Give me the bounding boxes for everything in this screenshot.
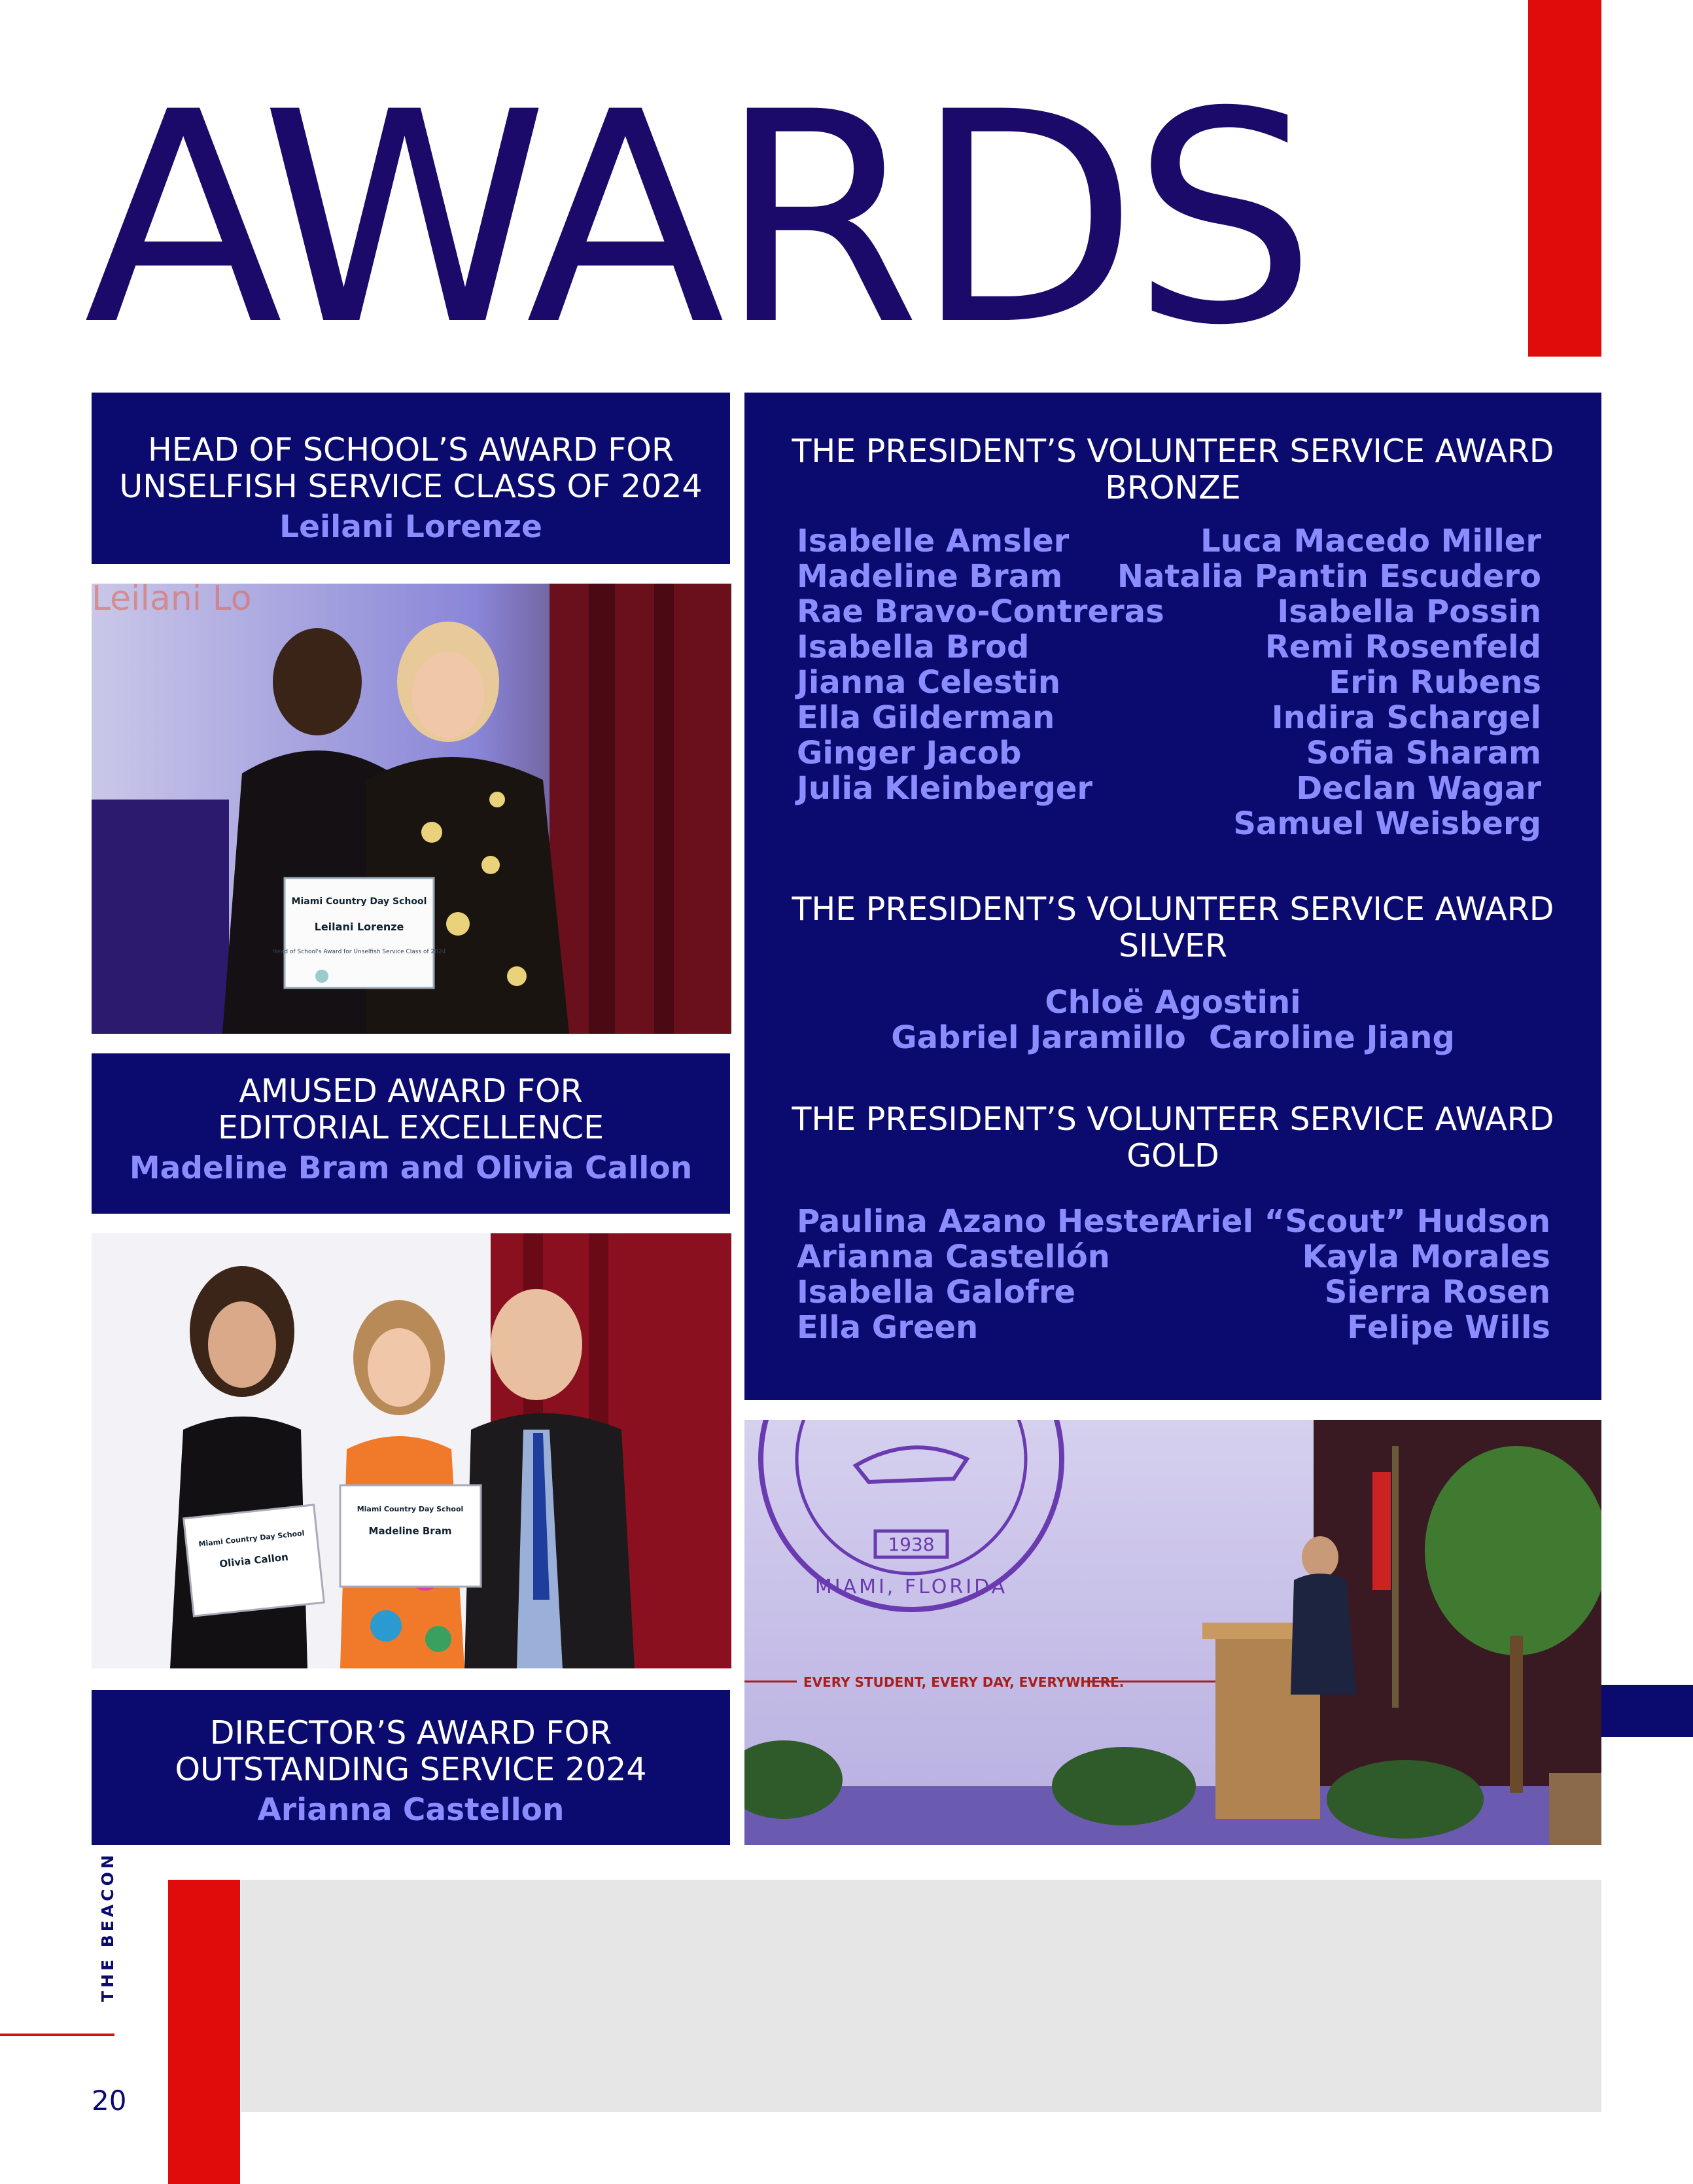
recipient-name: Caroline Jiang <box>1208 1019 1455 1056</box>
certificate-name: Olivia Callon <box>218 1551 289 1570</box>
certificate-name: Leilani Lorenze <box>314 921 404 933</box>
red-accent-bar-bottom <box>168 1880 240 2184</box>
gold-section-heading <box>744 1101 1601 1174</box>
recipient-name: Isabella Brod <box>797 629 1030 665</box>
recipient-name: Samuel Weisberg <box>1233 805 1541 842</box>
navy-edge-tab <box>1601 1685 1693 1737</box>
award-recipient: Arianna Castellon <box>257 1792 565 1828</box>
bronze-names-right <box>1117 523 1541 841</box>
photo-ceremony-stage <box>744 1420 1601 1845</box>
seal-city: MIAMI, FLORIDA <box>814 1576 1008 1598</box>
recipient-name: Madeline Bram <box>797 558 1063 595</box>
recipient-name: Kayla Morales <box>1302 1239 1550 1275</box>
award-level: GOLD <box>1126 1137 1219 1174</box>
gold-names-right <box>1171 1204 1550 1345</box>
recipient-name: Ella Gilderman <box>797 699 1055 736</box>
recipient-name: Isabella Possin <box>1277 593 1541 630</box>
recipient-name: Paulina Azano Hester <box>797 1203 1176 1240</box>
director-award-box <box>92 1690 730 1845</box>
recipient-name: Ginger Jacob <box>797 735 1022 771</box>
seal-year: 1938 <box>888 1534 935 1555</box>
award-level: SILVER <box>1119 927 1227 964</box>
red-accent-bar-top <box>1528 0 1601 357</box>
award-heading: THE PRESIDENT’S VOLUNTEER SERVICE AWARD <box>792 890 1554 928</box>
award-level: BRONZE <box>1105 469 1241 506</box>
silver-section-heading <box>744 891 1601 964</box>
recipient-name: Chloë Agostini <box>1045 984 1301 1021</box>
footer-red-rule <box>0 2034 114 2036</box>
recipient-name: Isabelle Amsler <box>797 523 1070 559</box>
recipient-name: Sierra Rosen <box>1324 1274 1550 1311</box>
recipient-name: Erin Rubens <box>1329 664 1541 701</box>
amused-award-box <box>92 1053 730 1214</box>
page-number: 20 <box>92 2085 127 2117</box>
recipient-name: Arianna Castellón <box>797 1239 1110 1275</box>
recipient-name: Ella Green <box>797 1309 979 1346</box>
svg-text:Leilani Lo: Leilani Lo <box>92 584 252 618</box>
photo-leilani-award <box>92 584 731 1034</box>
award-heading: DIRECTOR’S AWARD FOR <box>209 1714 612 1752</box>
recipient-name: Natalia Pantin Escudero <box>1117 558 1541 595</box>
recipient-name: Julia Kleinberger <box>797 770 1093 807</box>
gold-names-left <box>797 1204 1175 1345</box>
photo-leilani-image <box>92 584 731 1034</box>
certificate-school: Miami Country Day School <box>357 1505 464 1513</box>
recipient-name: Luca Macedo Miller <box>1200 523 1541 559</box>
certificate-award: Head of School's Award for Unselfish Service Class of 2024 <box>272 949 446 955</box>
head-of-school-award-box <box>92 393 730 564</box>
recipient-name: Ariel “Scout” Hudson <box>1170 1203 1550 1240</box>
photo-amused-award <box>92 1233 731 1668</box>
bronze-section-heading <box>744 433 1601 506</box>
award-heading: EDITORIAL EXCELLENCE <box>217 1109 604 1146</box>
photo-amused-image <box>92 1233 731 1668</box>
certificate-school: Miami Country Day School <box>291 896 427 907</box>
recipient-name: Isabella Galofre <box>797 1274 1076 1311</box>
award-heading: THE PRESIDENT’S VOLUNTEER SERVICE AWARD <box>792 1101 1554 1138</box>
award-heading: AMUSED AWARD FOR <box>239 1072 583 1110</box>
presidents-volunteer-award-panel <box>744 393 1601 1400</box>
award-heading: UNSELFISH SERVICE CLASS OF 2024 <box>119 468 703 505</box>
certificate-name: Madeline Bram <box>368 1525 452 1537</box>
award-heading: THE PRESIDENT’S VOLUNTEER SERVICE AWARD <box>792 432 1554 470</box>
certificate-school: Miami Country Day School <box>198 1528 305 1549</box>
recipient-name: Sofia Sharam <box>1306 735 1541 771</box>
award-recipient: Leilani Lorenze <box>279 509 542 545</box>
award-recipient: Madeline Bram and Olivia Callon <box>129 1150 693 1186</box>
award-heading: HEAD OF SCHOOL’S AWARD FOR <box>147 431 674 468</box>
recipient-name: Rae Bravo-Contreras <box>797 593 1164 630</box>
award-heading: OUTSTANDING SERVICE 2024 <box>175 1751 647 1788</box>
stage-tagline: EVERY STUDENT, EVERY DAY, EVERYWHERE. <box>803 1674 1125 1690</box>
bronze-names-left <box>797 523 1164 806</box>
silver-names <box>744 985 1601 1055</box>
recipient-name: Declan Wagar <box>1296 770 1541 807</box>
footer-gray-panel <box>241 1880 1601 2112</box>
page-title: AWARDS <box>84 50 1310 389</box>
recipient-name: Indira Schargel <box>1271 699 1541 736</box>
recipient-name: Jianna Celestin <box>797 664 1061 701</box>
publication-name-text: THE BEACON <box>98 1852 117 2002</box>
recipient-name: Felipe Wills <box>1347 1309 1550 1346</box>
recipient-name: Gabriel Jaramillo <box>891 1019 1186 1056</box>
photo-stage-image <box>744 1420 1601 1845</box>
recipient-name: Remi Rosenfeld <box>1265 629 1541 665</box>
